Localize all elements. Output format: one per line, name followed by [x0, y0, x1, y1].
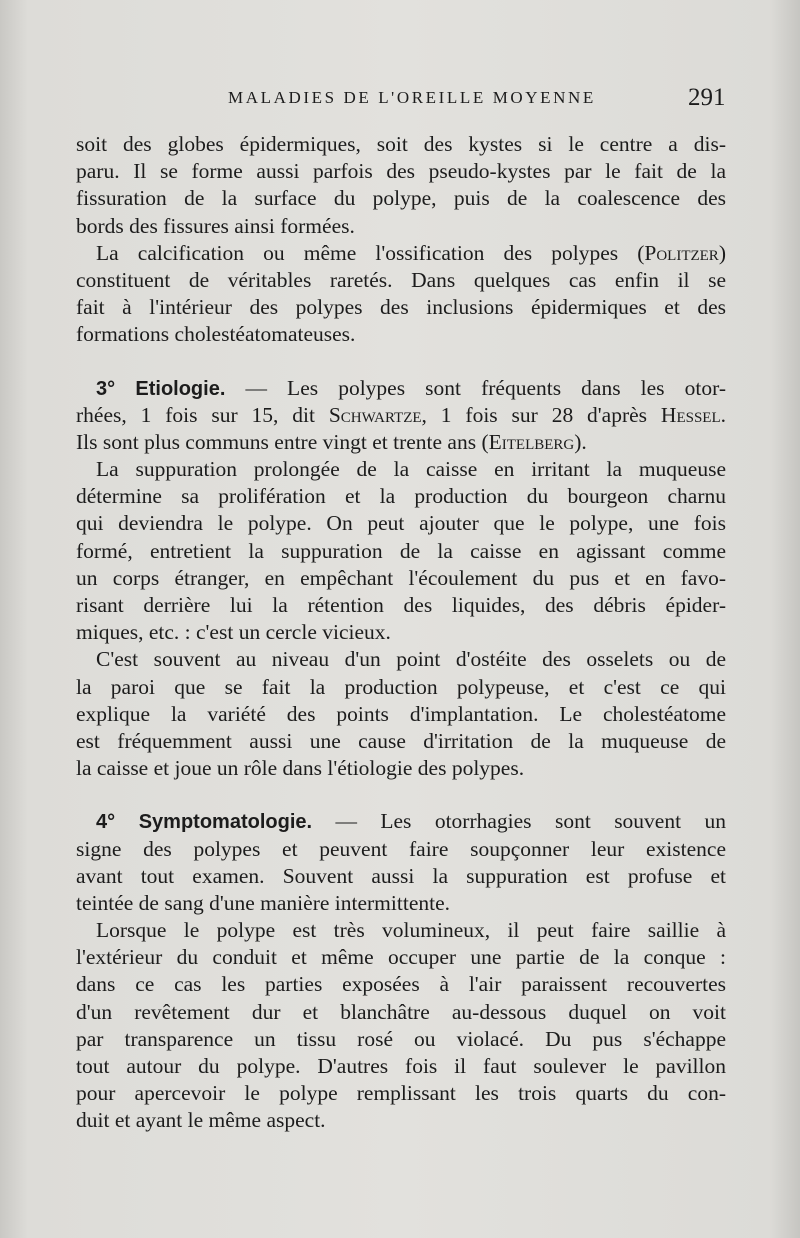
text-line: risant derrière lui la rétention des liquides, des débris épider-: [76, 593, 726, 617]
body-text: [76, 131, 726, 1135]
text-line: constituent de véritables raretés. Dans quelques cas enfin il se: [76, 267, 726, 292]
text-run: rhées, 1 fois sur 15, dit: [76, 402, 329, 427]
text-run: .: [720, 402, 726, 427]
section-gap: [76, 782, 726, 808]
text-run: ).: [574, 429, 587, 454]
text-line: teintée de sang d'une manière intermittente.: [76, 890, 451, 915]
author-name: Hessel: [660, 402, 721, 427]
text-line: par transparence un tissu rosé ou violacé. Du pus s'échappe: [76, 1026, 726, 1051]
text-line: d'un revêtement dur et blanchâtre au-dessous duquel on voit: [76, 999, 726, 1024]
text-run: ): [718, 240, 726, 265]
text-line: [76, 402, 726, 429]
text-line: qui deviendra le polype. On peut ajouter que le polype, une fois: [76, 511, 726, 536]
section-heading: 4° Symptomatologie.: [96, 811, 313, 834]
section-gap: [76, 349, 726, 375]
text-run: — Les otorrhagies sont souvent un: [312, 809, 726, 834]
text-line: l'extérieur du conduit et même occuper une partie de la conque :: [76, 945, 726, 970]
text-line: fissuration de la surface du polype, puis de la coalescence des: [76, 186, 726, 211]
text-line: Lorsque le polype est très volumineux, il peut faire saillie à: [96, 918, 726, 943]
text-line: soit des globes épidermiques, soit des kystes si le centre a dis-: [76, 132, 726, 156]
text-run: Ils sont plus communs entre vingt et trente ans (: [76, 429, 489, 454]
section-symptomatologie: [76, 808, 726, 917]
paragraph-calcification: [76, 240, 726, 349]
text-line: paru. Il se forme aussi parfois des pseudo-kystes par le fait de la: [76, 159, 726, 184]
text-run: La calcification ou même l'ossification des polypes (: [96, 240, 645, 265]
text-run: , 1 fois sur 28 d'après: [421, 402, 661, 427]
text-line: duit et ayant le même aspect.: [76, 1108, 326, 1133]
text-line: la caisse et joue un rôle dans l'étiologie des polypes.: [76, 756, 525, 781]
section-heading: 3° Etiologie.: [96, 377, 226, 400]
author-name: Eitelberg: [488, 429, 575, 454]
author-name: Schwartze: [328, 402, 422, 427]
text-line: [76, 429, 726, 456]
page-number: 291: [688, 84, 726, 111]
author-name: Politzer: [644, 240, 719, 265]
paragraph-osteite: [76, 646, 726, 782]
text-line: signe des polypes et peuvent faire soupçonner leur existence: [76, 836, 726, 861]
text-line: pour apercevoir le polype remplissant les trois quarts du con-: [76, 1081, 726, 1106]
text-line: tout autour du polype. D'autres fois il faut soulever le pavillon: [76, 1054, 726, 1078]
text-line: bords des fissures ainsi formées.: [76, 213, 355, 238]
text-line: [76, 240, 726, 267]
text-line: la paroi que se fait la production polypeuse, et c'est ce qui: [76, 674, 726, 699]
text-run: — Les polypes sont fréquents dans les otor-: [225, 375, 726, 400]
paragraph-suppuration: [76, 456, 726, 646]
text-line: La suppuration prolongée de la caisse en irritant la muqueuse: [96, 457, 726, 482]
text-line: est fréquemment aussi une cause d'irritation de la muqueuse de: [76, 728, 726, 753]
text-line: formé, entretient la suppuration de la caisse en agissant comme: [76, 538, 726, 563]
text-line: miques, etc. : c'est un cercle vicieux.: [76, 620, 391, 645]
text-line: fait à l'intérieur des polypes des inclusions épidermiques et des: [76, 295, 726, 320]
text-line: dans ce cas les parties exposées à l'air paraissent recouvertes: [76, 972, 726, 997]
page-header: [0, 84, 800, 124]
text-line: avant tout examen. Souvent aussi la suppuration est profuse et: [76, 863, 726, 888]
paragraph-globes: [76, 131, 726, 240]
text-line: détermine sa prolifération et la production du bourgeon charnu: [76, 484, 726, 509]
section-etiologie: [76, 375, 726, 457]
text-line: [76, 375, 726, 402]
text-line: C'est souvent au niveau d'un point d'ostéite des osselets ou de: [96, 647, 726, 672]
running-title: MALADIES DE L'OREILLE MOYENNE: [228, 88, 596, 107]
paragraph-volumineux: [76, 917, 726, 1135]
text-line: formations cholestéatomateuses.: [76, 322, 356, 347]
text-line: un corps étranger, en empêchant l'écoulement du pus et en favo-: [76, 565, 726, 590]
text-line: [76, 808, 726, 835]
text-line: explique la variété des points d'implantation. Le cholestéatome: [76, 701, 726, 726]
